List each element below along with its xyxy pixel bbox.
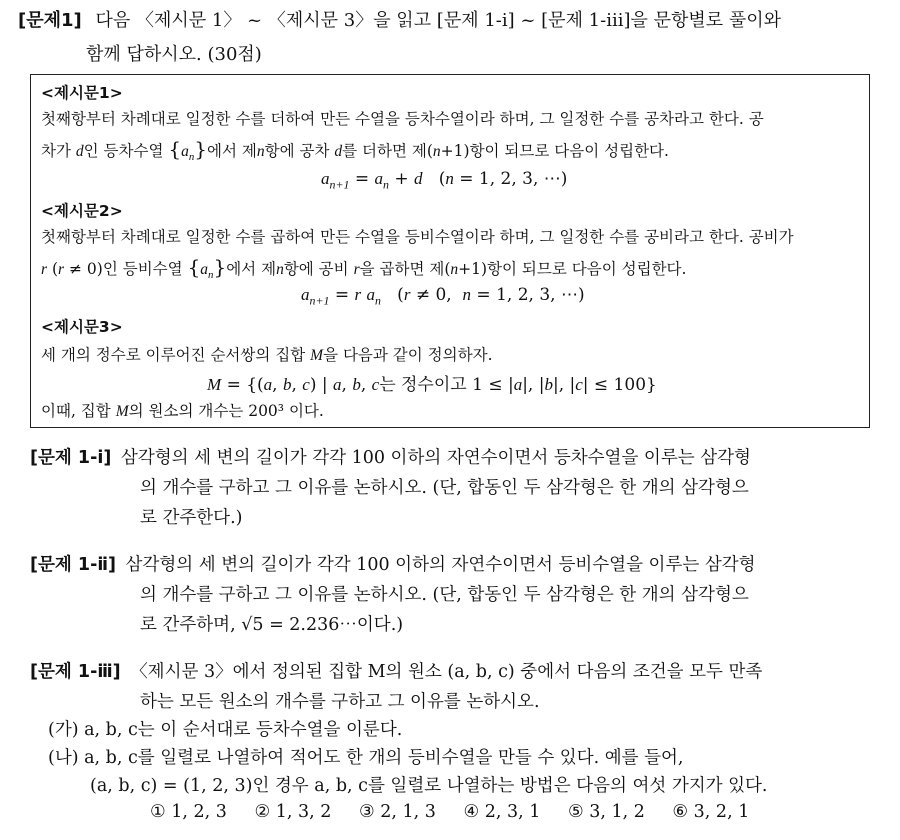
problem-1-i-line-2: 의 개수를 구하고 그 이유를 논하시오. (단, 합동인 두 삼각형은 한 개의 삼각형으 bbox=[140, 478, 749, 498]
passage-1-line-2: 차가 d인 등차수열 $\{a_n\}$에서 제n항에 공차 d를 더하면 제(n+1)항이 되므로 다음이 성립한다. bbox=[41, 137, 669, 164]
passage-2-line-1: 첫째항부터 차례대로 일정한 수를 곱하여 만든 수열을 등비수열이라 하며, 그 일정한 수를 공비라고 한다. 공비가 bbox=[41, 228, 794, 246]
option-6: ⑥ 3, 2, 1 bbox=[672, 802, 750, 822]
option-5: ⑤ 3, 1, 2 bbox=[567, 802, 645, 822]
text: 에서 제 bbox=[207, 142, 257, 160]
text: 이다. bbox=[284, 402, 324, 420]
condition-na-example: (a, b, c) = (1, 2, 3)인 경우 a, b, c를 일렬로 나열하는 방법은 다음의 여섯 가지가 있다. bbox=[90, 776, 768, 796]
problem-1-i-label: [문제 1-ⅰ] bbox=[30, 448, 112, 468]
instruction-text: 다음 〈제시문 1〉 ~ 〈제시문 3〉을 읽고 [문제 1-ⅰ] ~ [문제 1-ⅲ]을 문항별로 풀이와 bbox=[95, 10, 782, 31]
problem-1-i-line-3: 로 간주한다.) bbox=[140, 508, 243, 528]
problem-set-label: [문제1] bbox=[18, 10, 82, 31]
passage-3-line-1 bbox=[41, 343, 493, 365]
passage-3-formula: M = {(a, b, c) | a, b, c는 정수이고 1 ≤ |a|, |b|, |c| ≤ 100} bbox=[207, 375, 657, 395]
var-M: M bbox=[310, 347, 324, 364]
problem-1-iii-line-1 bbox=[30, 658, 762, 683]
condition-ga: (가) a, b, c는 이 순서대로 등차수열을 이룬다. bbox=[48, 720, 403, 740]
text: 로 간주하며, bbox=[140, 615, 242, 635]
text: 에서 제 bbox=[226, 260, 277, 278]
text: 〈제시문 3〉에서 정의된 집합 M의 원소 (a, b, c) 중에서 다음의 조건을 모두 만족 bbox=[130, 662, 763, 682]
text: 차가 bbox=[41, 142, 76, 160]
passage-2-formula: $a_{n+1} = r$ $a_n$ (r ≠ 0, n = 1, 2, 3, ⋯) bbox=[301, 285, 585, 308]
text: 세 개의 정수로 이루어진 순서쌍의 집합 bbox=[41, 346, 311, 364]
text: 인 등차수열 bbox=[83, 142, 169, 160]
text: 을 곱하면 제 bbox=[359, 260, 445, 278]
problem-1-iii-line-2: 하는 모든 원소의 개수를 구하고 그 이유를 논하시오. bbox=[140, 692, 540, 712]
problem-1-iii-label: [문제 1-ⅲ] bbox=[30, 662, 121, 682]
text: 을 다음과 같이 정의하자. bbox=[323, 346, 493, 364]
var-r: r bbox=[353, 261, 360, 278]
header-line-1 bbox=[18, 6, 781, 32]
options-row bbox=[150, 802, 749, 822]
text: 의 원소의 개수는 bbox=[128, 402, 249, 420]
text: 항에 공비 bbox=[283, 260, 354, 278]
header-line-2: 함께 답하시오. (30점) bbox=[86, 44, 262, 65]
text: 삼각형의 세 변의 길이가 각각 100 이하의 자연수이면서 등비수열을 이루는 삼각형 bbox=[125, 555, 756, 575]
text: 항이 되므로 다음이 성립한다. bbox=[469, 142, 669, 160]
condition-na: (나) a, b, c를 일렬로 나열하여 적어도 한 개의 등비수열을 만들 수 있다. 예를 들어, bbox=[48, 748, 684, 768]
problem-1-i-line-1 bbox=[30, 444, 751, 469]
option-4: ④ 2, 3, 1 bbox=[463, 802, 541, 822]
problem-1-ii-line-1 bbox=[30, 551, 756, 576]
passage-3-title: <제시문3> bbox=[41, 318, 123, 336]
passage-1-line-1: 첫째항부터 차례대로 일정한 수를 더하여 만든 수열을 등차수열이라 하며, 그 일정한 수를 공차라고 한다. 공 bbox=[41, 110, 764, 128]
count-value: 200³ bbox=[248, 402, 285, 420]
text: 항이 되므로 다음이 성립한다. bbox=[487, 260, 687, 278]
option-2: ② 1, 3, 2 bbox=[254, 802, 332, 822]
passage-2-title: <제시문2> bbox=[41, 202, 123, 220]
problem-1-ii-line-2: 의 개수를 구하고 그 이유를 논하시오. (단, 합동인 두 삼각형은 한 개의 삼각형으 bbox=[140, 585, 749, 605]
problem-1-ii-label: [문제 1-ⅱ] bbox=[30, 555, 116, 575]
var-d: d bbox=[75, 143, 84, 160]
var-n: n bbox=[256, 143, 265, 160]
option-3: ③ 2, 1, 3 bbox=[358, 802, 436, 822]
passage-2-line-2: r (r ≠ 0)인 등비수열 $\{a_n\}$에서 제n항에 공비 r을 곱하면 제(n+1)항이 되므로 다음이 성립한다. bbox=[41, 255, 687, 282]
text: 항에 공차 bbox=[264, 142, 335, 160]
text: 를 더하면 제 bbox=[342, 142, 427, 160]
passages-box bbox=[30, 74, 870, 428]
passage-3-line-3: 이때, 집합 M의 원소의 개수는 200³ 이다. bbox=[41, 402, 324, 420]
passage-1-formula: $a_{n+1} = a_n + d$ (n = 1, 2, 3, ⋯) bbox=[321, 169, 568, 192]
text: 이때, 집합 bbox=[41, 402, 116, 420]
passage-1-title: <제시문1> bbox=[41, 84, 123, 102]
option-1: ① 1, 2, 3 bbox=[150, 802, 227, 822]
sqrt-value: √5 = 2.236⋯ bbox=[241, 615, 357, 635]
text: 삼각형의 세 변의 길이가 각각 100 이하의 자연수이면서 등차수열을 이루는 삼각형 bbox=[120, 448, 751, 468]
text: 이다.) bbox=[356, 615, 404, 635]
problem-1-ii-line-3 bbox=[140, 611, 403, 636]
